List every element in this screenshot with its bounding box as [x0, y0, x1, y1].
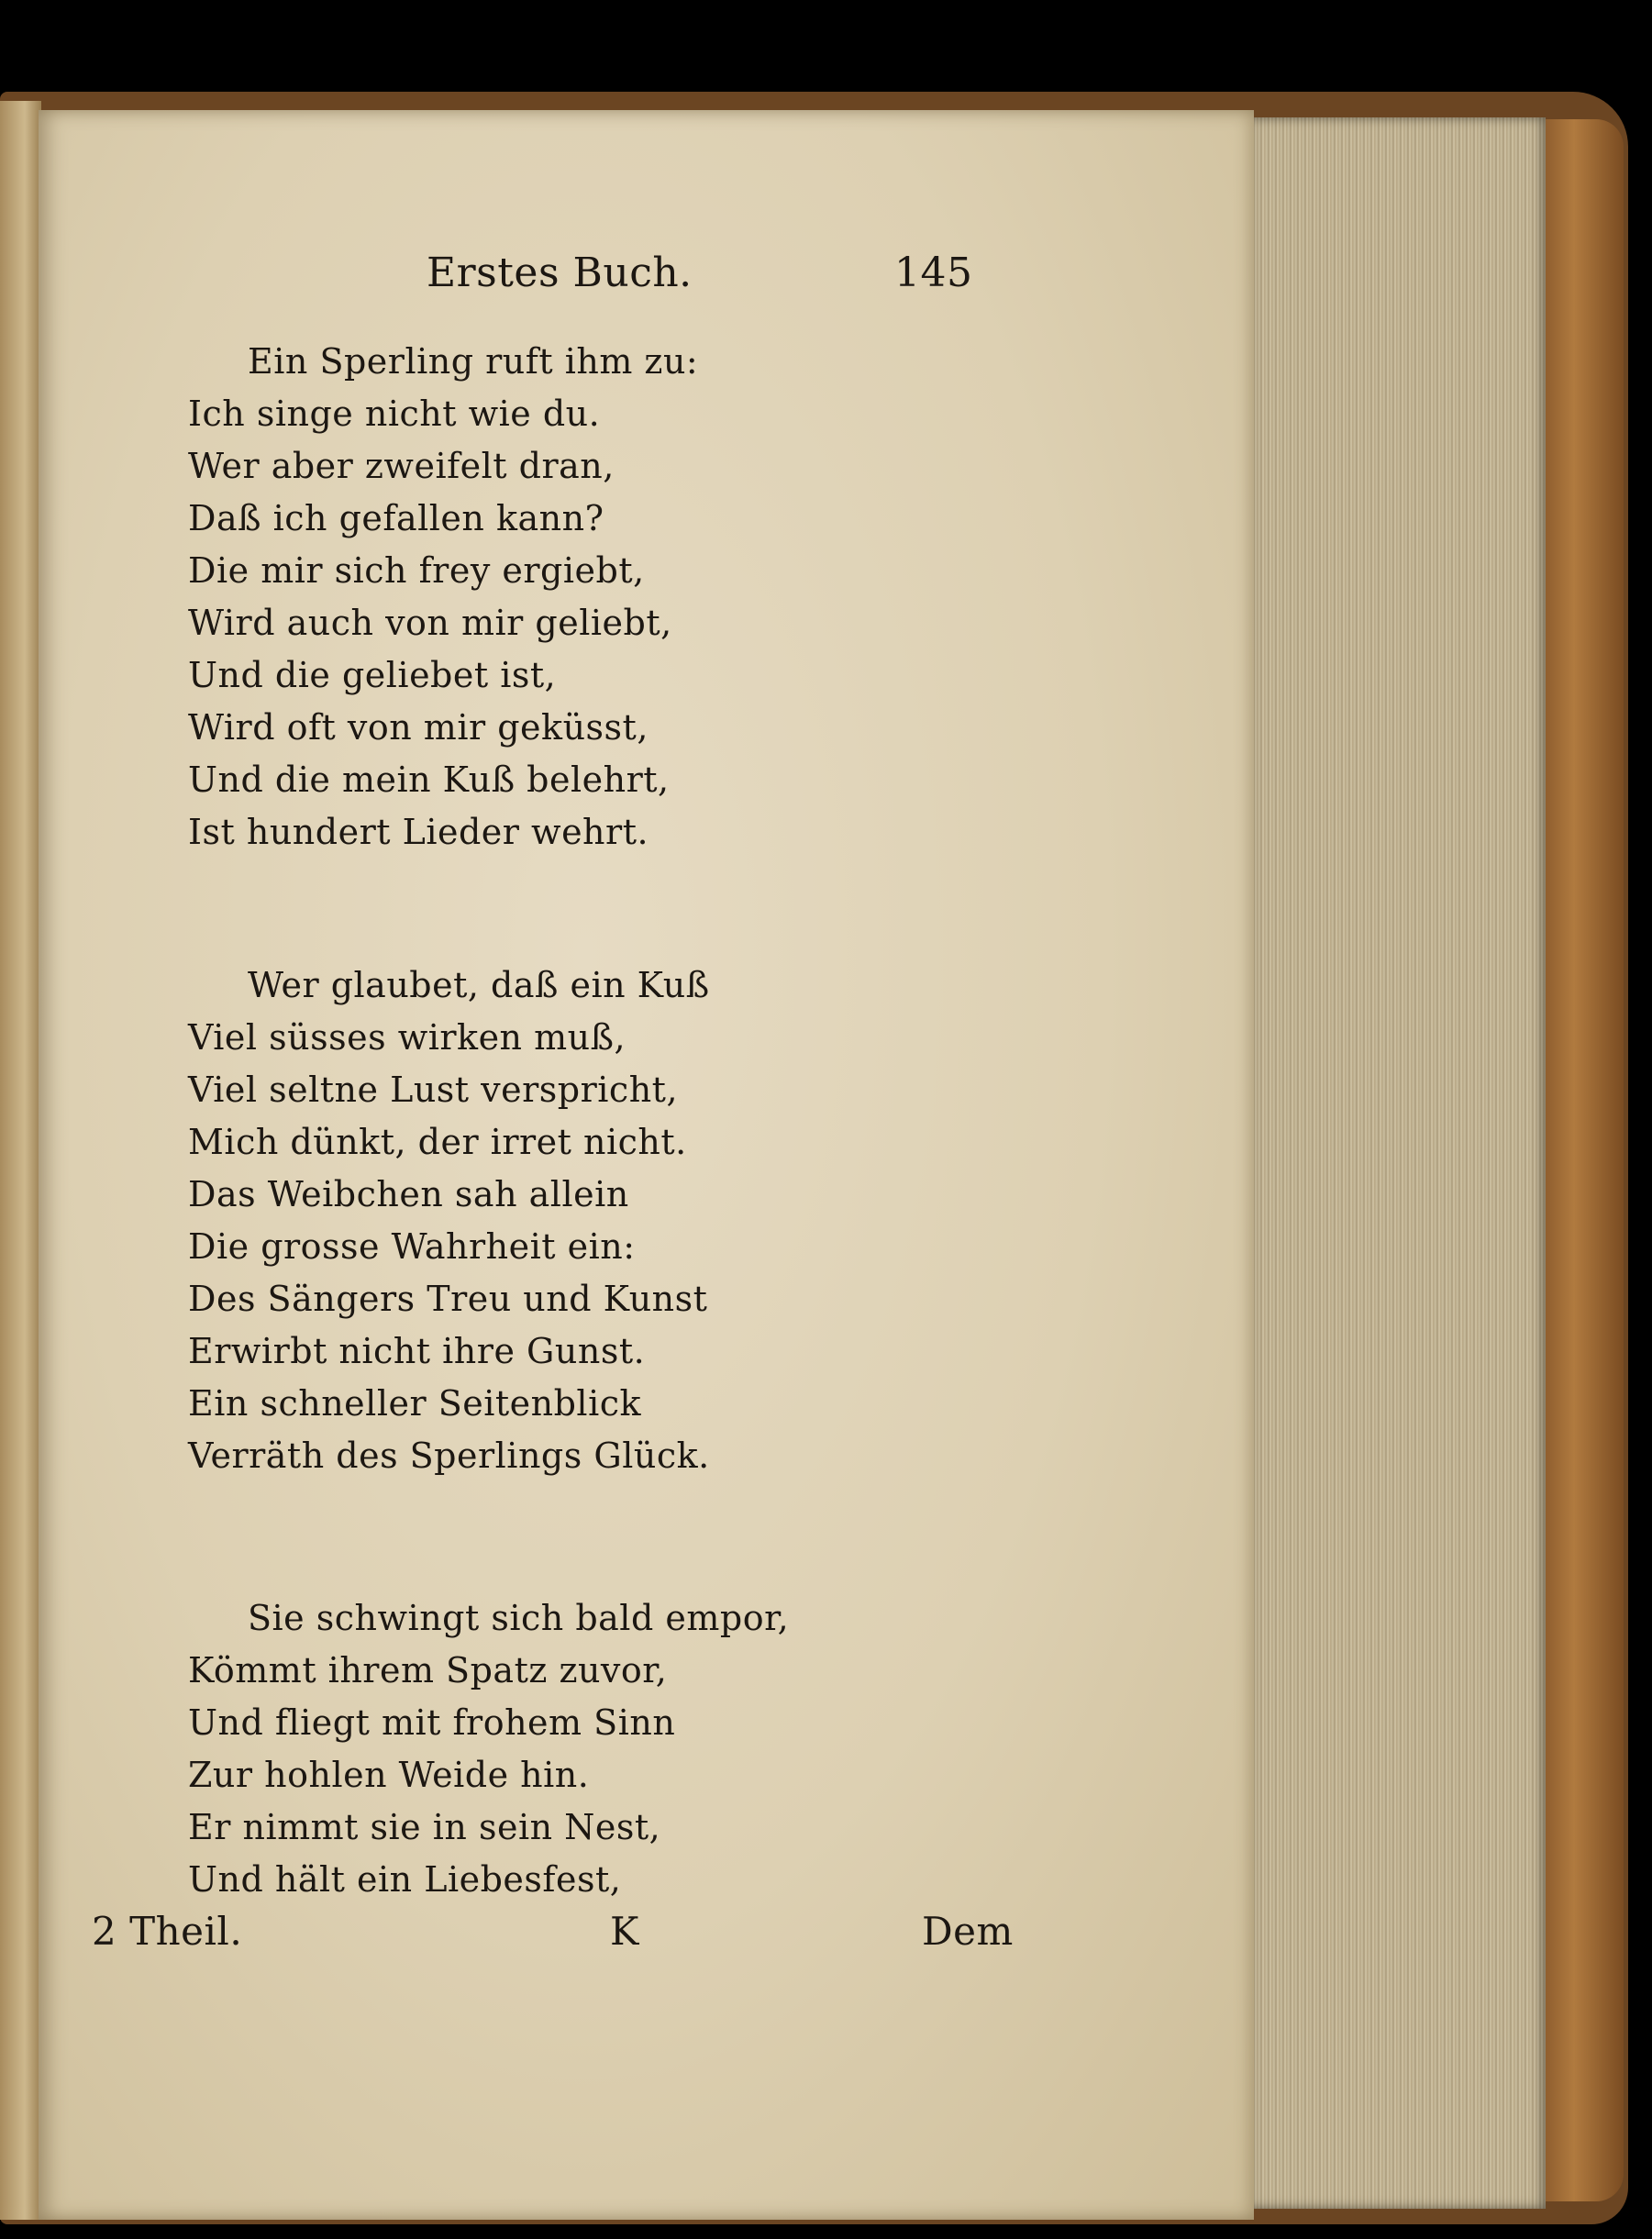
signature-mark: K [610, 1909, 639, 1954]
verse-line: Die mir sich frey ergiebt, [188, 550, 645, 591]
verse-line: Wird auch von mir geliebt, [188, 603, 672, 643]
verse-line: Wird oft von mir geküsst, [188, 707, 649, 748]
left-page-edge [0, 101, 41, 2220]
verse-line: Mich dünkt, der irret nicht. [188, 1122, 687, 1162]
verse-line: Wer aber zweifelt dran, [188, 446, 615, 486]
verse-line: Ich singe nicht wie du. [188, 393, 601, 434]
verse-line: Wer glaubet, daß ein Kuß [248, 965, 710, 1005]
verse-line: Ein Sperling ruft ihm zu: [248, 341, 699, 382]
verse-line: Daß ich gefallen kann? [188, 498, 604, 538]
verse-line: Die grosse Wahrheit ein: [188, 1226, 636, 1267]
page-fore-edge [1243, 117, 1546, 2209]
verse-line: Und die geliebet ist, [188, 655, 557, 695]
verse-line: Zur hohlen Weide hin. [188, 1755, 590, 1795]
book-cover-edge [1541, 119, 1624, 2201]
verse-line: Ist hundert Lieder wehrt. [188, 812, 649, 852]
verse-line: Und fliegt mit frohem Sinn [188, 1702, 676, 1743]
verse-line: Viel süsses wirken muß, [188, 1017, 626, 1058]
running-header: Erstes Buch. [427, 249, 693, 296]
signature-part: 2 Theil. [92, 1909, 243, 1954]
verse-line: Verräth des Sperlings Glück. [188, 1435, 710, 1476]
verse-line: Viel seltne Lust verspricht, [188, 1070, 679, 1110]
verse-line: Des Sängers Treu und Kunst [188, 1279, 708, 1319]
verse-line: Und die mein Kuß belehrt, [188, 759, 670, 800]
verse-line: Erwirbt nicht ihre Gunst. [188, 1331, 646, 1371]
verse-line: Das Weibchen sah allein [188, 1174, 629, 1214]
catchword: Dem [922, 1909, 1014, 1954]
verse-line: Kömmt ihrem Spatz zuvor, [188, 1650, 668, 1690]
verse-line: Sie schwingt sich bald empor, [248, 1598, 790, 1638]
page-number: 145 [894, 249, 973, 296]
verse-line: Und hält ein Liebesfest, [188, 1859, 622, 1900]
verse-line: Er nimmt sie in sein Nest, [188, 1807, 661, 1847]
verse-line: Ein schneller Seitenblick [188, 1383, 642, 1424]
